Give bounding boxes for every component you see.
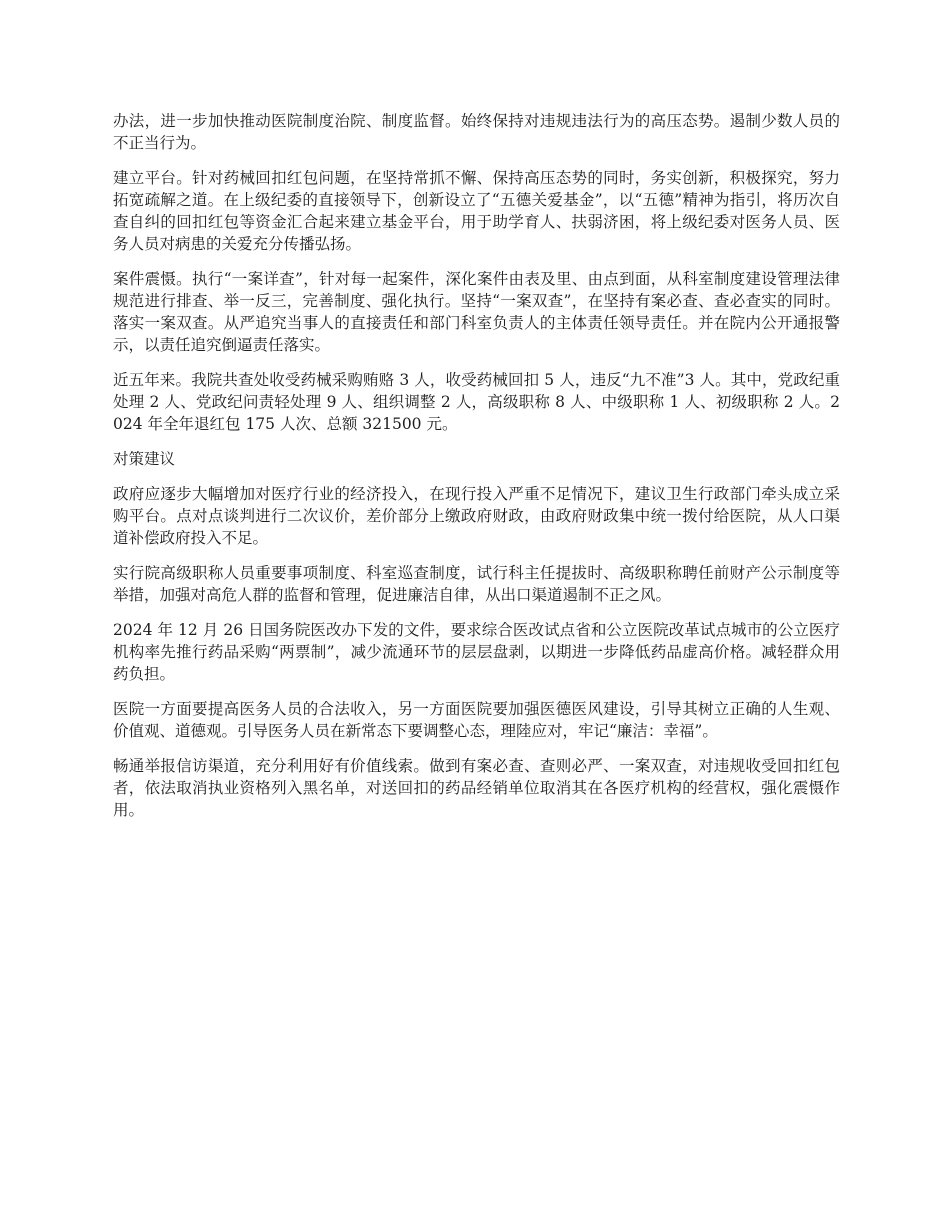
section-heading: 对策建议 [113, 450, 176, 468]
document-page [113, 110, 840, 834]
suggestion-paragraph: 实行院高级职称人员重要事项制度、科室巡查制度，试行科主任提拔时、高级职称聘任前财产公示制度等举措，加强对高危人群的监督和管理，促进廉洁自律，从出口渠道遏制不正之风。 [113, 564, 840, 604]
paragraph-case-deterrence: 案件震慑。执行“一案详查”，针对每一起案件，深化案件由表及里、由点到面，从科室制度建设管理法律规范进行排查、举一反三，完善制度、强化执行。坚持“一案双查”，在坚持有案必查、查必查实的同时。落实一案双查。从严追究当事人的直接责任和部门科室负责人的主体责任领导责任。并在院内公开通报警示，以责任追究倒逼责任落实。 [113, 270, 840, 354]
paragraph-statistics: 近五年来。我院共查处收受药械采购贿赂 3 人，收受药械回扣 5 人，违反“九不准”3 人。其中，党政纪重处理 2 人、党政纪问责轻处理 9 人、组织调整 2 人，高级职称 8 人、中级职称 1 人、初级职称 2 人。2024 年全年退红包 175 人次、总额 321500 元。 [113, 371, 840, 433]
paragraph-intro: 办法，进一步加快推动医院制度治院、制度监督。始终保持对违规违法行为的高压态势。遏制少数人员的不正当行为。 [113, 112, 840, 152]
suggestion-paragraph: 畅通举报信访渠道，充分利用好有价值线索。做到有案必查、查则必严、一案双查，对违规收受回扣红包者，依法取消执业资格列入黑名单，对送回扣的药品经销单位取消其在各医疗机构的经营权，强化震慑作用。 [113, 757, 840, 819]
paragraph-platform: 建立平台。针对药械回扣红包问题，在坚持常抓不懈、保持高压态势的同时，务实创新，积极探究，努力拓宽疏解之道。在上级纪委的直接领导下，创新设立了“五德关爱基金”，以“五德”精神为指引，将历次自查自纠的回扣红包等资金汇合起来建立基金平台，用于助学育人、扶弱济困，将上级纪委对医务人员、医务人员对病患的关爱充分传播弘扬。 [113, 169, 840, 253]
suggestion-paragraph: 医院一方面要提高医务人员的合法收入，另一方面医院要加强医德医风建设，引导其树立正确的人生观、价值观、道德观。引导医务人员在新常态下要调整心态，理陸应对，牢记“廉洁：幸福”。 [113, 700, 840, 740]
suggestion-paragraph: 政府应逐步大幅增加对医疗行业的经济投入，在现行投入严重不足情况下，建议卫生行政部门牵头成立采购平台。点对点谈判进行二次议价，差价部分上缴政府财政，由政府财政集中统一拨付给医院，从人口渠道补偿政府投入不足。 [113, 485, 840, 547]
suggestion-paragraph: 2024 年 12 月 26 日国务院医改办下发的文件，要求综合医改试点省和公立医院改革试点城市的公立医疗机构率先推行药品采购“两票制”，减少流通环节的层层盘剥，以期进一步降低药品虚高价格。减轻群众用药负担。 [113, 621, 840, 683]
